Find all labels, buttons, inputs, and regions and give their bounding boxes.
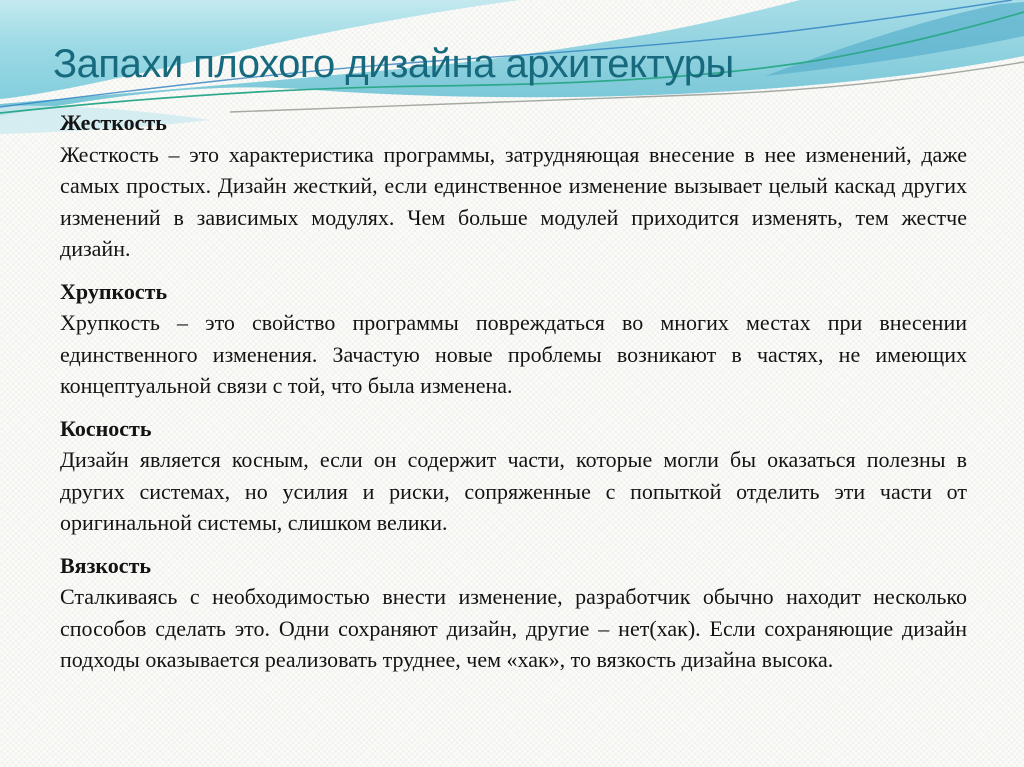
section-fragility — [60, 276, 967, 402]
section-heading: Жесткость — [60, 110, 167, 135]
section-paragraph: Сталкиваясь с необходимостью внести изменение, разработчик обычно находит несколько способов сделать это. Одни сохраняют дизайн, другие – нет(хак). Если сохраняющие дизайн подходы оказывается реализовать труднее, чем «хак», то вязкость дизайна высока. — [60, 584, 967, 672]
section-heading: Вязкость — [60, 552, 152, 578]
section-paragraph: Жесткость – это характеристика программы, затрудняющая внесение в нее изменений, даже самых простых. Дизайн жесткий, если единственное изменение вызывает целый каскад других изменений в зависимых модулях. Чем больше модулей приходится изменять, тем жестче дизайн. — [60, 141, 967, 261]
section-immobility — [60, 413, 967, 539]
section-heading: Хрупкость — [60, 278, 168, 304]
section-heading: Косность — [60, 415, 152, 441]
slide-body — [60, 107, 967, 676]
section-viscosity — [60, 550, 967, 676]
section-paragraph: Хрупкость – это свойство программы повреждаться во многих местах при внесении единственного изменения. Зачастую новые проблемы возникают в частях, не имеющих концептуальной связи с той, что была изменена. — [60, 310, 967, 398]
slide-title: Запахи плохого дизайна архитектуры — [53, 42, 734, 86]
section-rigidity — [60, 107, 967, 265]
section-paragraph: Дизайн является косным, если он содержит части, которые могли бы оказаться полезны в других системах, но усилия и риски, сопряженные с попыткой отделить эти части от оригинальной системы, слишком велики. — [60, 447, 967, 535]
